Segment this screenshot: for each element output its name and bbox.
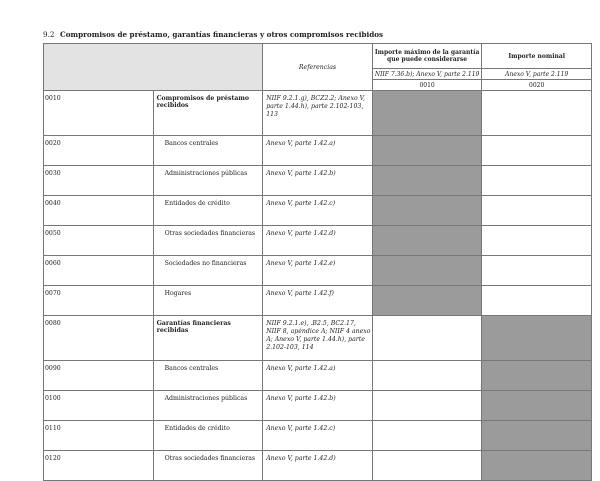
cell-shaded xyxy=(482,391,592,421)
cell-input[interactable] xyxy=(372,421,482,451)
row-ref: Anexo V, parte 1.42.e) xyxy=(263,256,373,286)
row-label: Administraciones públicas xyxy=(153,391,263,421)
row-code: 0080 xyxy=(44,316,154,361)
header-col-b-code: 0020 xyxy=(482,80,592,91)
table-row xyxy=(44,361,592,391)
row-code: 0120 xyxy=(44,451,154,481)
cell-input[interactable] xyxy=(372,391,482,421)
row-ref: Anexo V, parte 1.42.c) xyxy=(263,196,373,226)
row-ref: NIIF 9.2.1.e), .B2.5, BC2.17, NIIF 8, apéndice A; NIIF 4 anexo A; Anexo V, parte 1.44.h), parte 2.102-103, 114 xyxy=(263,316,373,361)
row-label: Garantías financieras recibidas xyxy=(153,316,263,361)
table-row xyxy=(44,451,592,481)
row-code: 0090 xyxy=(44,361,154,391)
row-label: Administraciones públicas xyxy=(153,166,263,196)
cell-input[interactable] xyxy=(372,451,482,481)
table-row xyxy=(44,91,592,136)
header-col-b-ref: Anexo V, parte 2.119 xyxy=(482,69,592,80)
cell-shaded xyxy=(482,451,592,481)
table-row xyxy=(44,316,592,361)
cell-input[interactable] xyxy=(482,226,592,256)
header-col-a-code: 0010 xyxy=(372,80,482,91)
header-referencias: Referencias xyxy=(263,44,373,91)
row-ref: Anexo V, parte 1.42.c) xyxy=(263,421,373,451)
row-ref: Anexo V, parte 1.42.a) xyxy=(263,361,373,391)
row-label: Entidades de crédito xyxy=(153,421,263,451)
cell-shaded xyxy=(482,361,592,391)
row-code: 0030 xyxy=(44,166,154,196)
header-blank xyxy=(44,44,263,91)
cell-shaded xyxy=(372,196,482,226)
header-col-a-ref: NIIF 7.36.b); Anexo V, parte 2.119 xyxy=(372,69,482,80)
row-code: 0060 xyxy=(44,256,154,286)
table-row xyxy=(44,391,592,421)
guarantees-table xyxy=(43,43,592,481)
cell-shaded xyxy=(372,166,482,196)
row-code: 0070 xyxy=(44,286,154,316)
table-row xyxy=(44,166,592,196)
cell-input[interactable] xyxy=(372,316,482,361)
row-code: 0050 xyxy=(44,226,154,256)
row-label: Bancos centrales xyxy=(153,361,263,391)
header-col-a-title: Importe máximo de la garantía que puede considerarse xyxy=(372,44,482,69)
cell-shaded xyxy=(372,256,482,286)
cell-input[interactable] xyxy=(482,256,592,286)
row-ref: Anexo V, parte 1.42.f) xyxy=(263,286,373,316)
table-caption xyxy=(43,30,383,39)
row-ref: Anexo V, parte 1.42.b) xyxy=(263,391,373,421)
cell-shaded xyxy=(372,136,482,166)
cell-shaded xyxy=(482,316,592,361)
row-code: 0020 xyxy=(44,136,154,166)
row-label: Compromisos de préstamo recibidos xyxy=(153,91,263,136)
row-label: Entidades de crédito xyxy=(153,196,263,226)
cell-input[interactable] xyxy=(482,136,592,166)
caption-title: Compromisos de préstamo, garantías financieras y otros compromisos recibidos xyxy=(60,30,384,39)
cell-input[interactable] xyxy=(482,286,592,316)
row-ref: Anexo V, parte 1.42.a) xyxy=(263,136,373,166)
row-code: 0040 xyxy=(44,196,154,226)
row-code: 0010 xyxy=(44,91,154,136)
table-row xyxy=(44,136,592,166)
row-label: Otras sociedades financieras xyxy=(153,451,263,481)
caption-number: 9.2 xyxy=(43,30,55,39)
table-row xyxy=(44,196,592,226)
row-label: Otras sociedades financieras xyxy=(153,226,263,256)
row-ref: Anexo V, parte 1.42.d) xyxy=(263,451,373,481)
cell-shaded xyxy=(372,91,482,136)
row-ref: NIIF 9.2.1.g), BCZ2.2; Anexo V, parte 1.44.h), parte 2.102-103, 113 xyxy=(263,91,373,136)
table-row xyxy=(44,286,592,316)
row-code: 0100 xyxy=(44,391,154,421)
cell-input[interactable] xyxy=(482,196,592,226)
cell-shaded xyxy=(482,421,592,451)
cell-shaded xyxy=(372,226,482,256)
row-ref: Anexo V, parte 1.42.d) xyxy=(263,226,373,256)
cell-input[interactable] xyxy=(482,166,592,196)
cell-input[interactable] xyxy=(372,361,482,391)
row-code: 0110 xyxy=(44,421,154,451)
row-label: Hogares xyxy=(153,286,263,316)
row-ref: Anexo V, parte 1.42.b) xyxy=(263,166,373,196)
row-label: Sociedades no financieras xyxy=(153,256,263,286)
table-row xyxy=(44,421,592,451)
row-label: Bancos centrales xyxy=(153,136,263,166)
header-col-b-title: Importe nominal xyxy=(482,44,592,69)
cell-input[interactable] xyxy=(482,91,592,136)
cell-shaded xyxy=(372,286,482,316)
table-row xyxy=(44,256,592,286)
table-row xyxy=(44,226,592,256)
